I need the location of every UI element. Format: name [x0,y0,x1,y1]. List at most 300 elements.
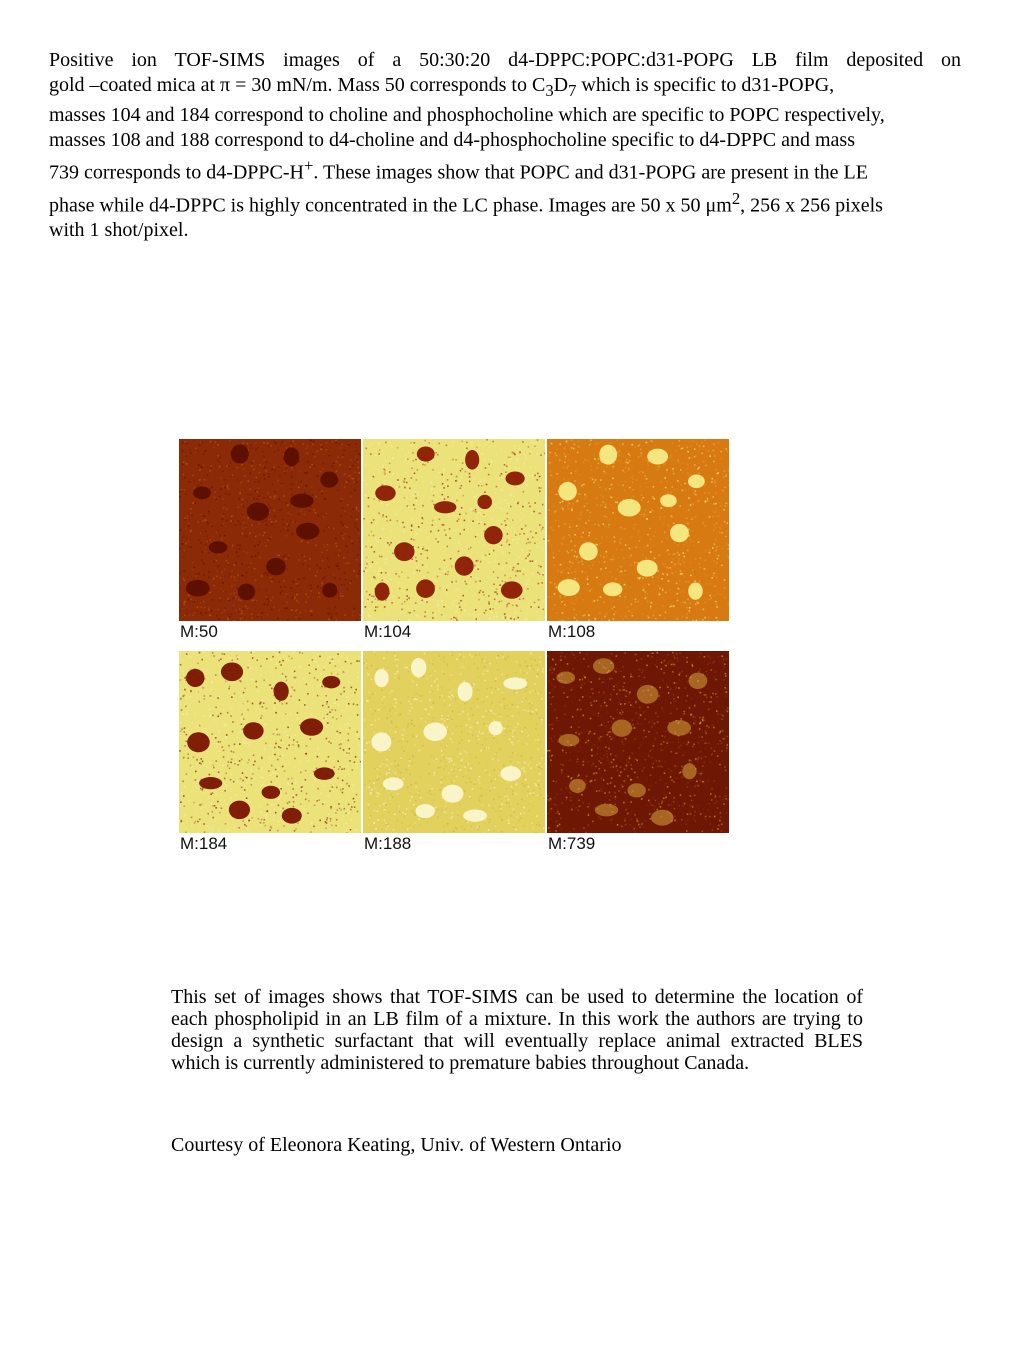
noise-pixel [324,546,326,548]
noise-pixel [336,442,338,444]
noise-pixel [449,761,451,763]
noise-pixel [702,442,704,444]
noise-pixel [367,520,369,522]
noise-pixel [509,457,511,459]
noise-pixel [336,461,338,463]
noise-pixel [309,466,311,468]
noise-pixel [181,792,183,794]
noise-pixel [613,737,615,739]
noise-pixel [475,654,477,656]
noise-pixel [600,555,602,557]
noise-pixel [384,807,386,809]
noise-pixel [328,741,330,743]
noise-pixel [400,757,402,759]
noise-pixel [526,795,528,797]
noise-pixel [181,709,183,711]
noise-pixel [285,558,287,560]
noise-pixel [667,524,669,526]
noise-pixel [496,486,498,488]
noise-pixel [584,459,586,461]
noise-pixel [667,786,669,788]
noise-pixel [528,786,530,788]
noise-pixel [237,764,239,766]
noise-pixel [433,799,435,801]
noise-pixel [579,518,581,520]
noise-pixel [356,575,358,577]
noise-pixel [725,695,727,697]
noise-pixel [258,614,260,616]
noise-pixel [447,823,449,825]
noise-pixel [661,578,663,580]
noise-pixel [367,556,369,558]
noise-pixel [611,781,613,783]
noise-pixel [200,602,202,604]
noise-pixel [554,709,556,711]
noise-pixel [229,706,231,708]
noise-pixel [629,477,631,479]
noise-pixel [628,468,630,470]
noise-pixel [440,760,442,762]
noise-pixel [457,493,459,495]
noise-pixel [466,442,468,444]
noise-pixel [426,538,428,540]
noise-pixel [403,750,405,752]
noise-pixel [348,687,350,689]
noise-pixel [634,447,636,449]
noise-pixel [615,755,617,757]
noise-pixel [187,577,189,579]
noise-pixel [686,607,688,609]
noise-pixel [286,447,288,449]
noise-pixel [447,574,449,576]
noise-pixel [325,760,327,762]
noise-pixel [578,446,580,448]
noise-pixel [306,453,308,455]
noise-pixel [186,443,188,445]
noise-pixel [346,766,348,768]
noise-pixel [368,807,370,809]
noise-pixel [659,594,661,596]
ion-image-m739 [547,651,729,855]
noise-pixel [262,535,264,537]
noise-pixel [343,691,345,693]
noise-pixel [336,787,338,789]
noise-pixel [502,657,504,659]
noise-pixel [645,736,647,738]
noise-pixel [583,599,585,601]
noise-pixel [278,499,280,501]
noise-pixel [570,472,572,474]
noise-pixel [181,820,183,822]
noise-pixel [435,452,437,454]
noise-pixel [592,693,594,695]
noise-pixel [701,449,703,451]
noise-pixel [537,473,539,475]
noise-pixel [564,596,566,598]
noise-pixel [523,515,525,517]
noise-pixel [205,792,207,794]
noise-pixel [224,504,226,506]
noise-pixel [344,510,346,512]
noise-pixel [291,587,293,589]
noise-pixel [382,514,384,516]
noise-pixel [274,491,276,493]
noise-pixel [407,829,409,831]
noise-pixel [471,788,473,790]
noise-pixel [486,714,488,716]
noise-pixel [543,798,545,800]
noise-pixel [672,486,674,488]
noise-pixel [456,500,458,502]
noise-pixel [689,607,691,609]
noise-pixel [380,805,382,807]
noise-pixel [619,455,621,457]
lipid-domain [637,560,658,577]
noise-pixel [514,729,516,731]
noise-pixel [341,533,343,535]
noise-pixel [454,499,456,501]
noise-pixel [427,536,429,538]
noise-pixel [404,481,406,483]
noise-pixel [208,540,210,542]
noise-pixel [485,738,487,740]
noise-pixel [267,804,269,806]
noise-pixel [217,460,219,462]
noise-pixel [339,669,341,671]
noise-pixel [517,754,519,756]
noise-pixel [660,519,662,521]
noise-pixel [536,561,538,563]
noise-pixel [728,469,729,471]
noise-pixel [591,589,593,591]
noise-pixel [588,733,590,735]
noise-pixel [628,761,630,763]
noise-pixel [392,596,394,598]
noise-pixel [385,459,387,461]
noise-pixel [724,487,726,489]
noise-pixel [424,600,426,602]
noise-pixel [485,710,487,712]
noise-pixel [608,526,610,528]
noise-pixel [594,733,596,735]
noise-pixel [518,712,520,714]
noise-pixel [530,658,532,660]
noise-pixel [441,809,443,811]
noise-pixel [496,598,498,600]
noise-pixel [606,536,608,538]
noise-pixel [692,541,694,543]
noise-pixel [356,508,358,510]
noise-pixel [432,659,434,661]
noise-pixel [375,606,377,608]
noise-pixel [377,810,379,812]
noise-pixel [470,768,472,770]
noise-pixel [720,812,722,814]
noise-pixel [227,484,229,486]
lipid-domain [688,475,705,489]
noise-pixel [200,763,202,765]
noise-pixel [461,485,463,487]
noise-pixel [657,577,659,579]
noise-pixel [549,462,551,464]
noise-pixel [420,797,422,799]
noise-pixel [486,726,488,728]
noise-pixel [204,520,206,522]
noise-pixel [514,618,516,620]
noise-pixel [400,702,402,704]
noise-pixel [516,468,518,470]
noise-pixel [299,699,301,701]
noise-pixel [339,825,341,827]
noise-pixel [667,492,669,494]
noise-pixel [340,593,342,595]
noise-pixel [336,819,338,821]
noise-pixel [699,445,701,447]
noise-pixel [279,755,281,757]
noise-pixel [688,761,690,763]
noise-pixel [284,731,286,733]
noise-pixel [618,599,620,601]
noise-pixel [709,583,711,585]
noise-pixel [280,786,282,788]
noise-pixel [563,478,565,480]
noise-pixel [660,779,662,781]
noise-pixel [523,573,525,575]
noise-pixel [529,529,531,531]
noise-pixel [374,467,376,469]
noise-pixel [237,655,239,657]
noise-pixel [523,598,525,600]
noise-pixel [505,794,507,796]
noise-pixel [715,485,717,487]
noise-pixel [644,719,646,721]
noise-pixel [521,701,523,703]
noise-pixel [654,809,656,811]
noise-pixel [611,504,613,506]
noise-pixel [196,787,198,789]
noise-pixel [315,496,317,498]
noise-pixel [469,481,471,483]
noise-pixel [370,477,372,479]
noise-pixel [677,480,679,482]
noise-pixel [441,754,443,756]
noise-pixel [615,685,617,687]
noise-pixel [724,470,726,472]
noise-pixel [448,758,450,760]
noise-pixel [600,596,602,598]
noise-pixel [479,592,481,594]
noise-pixel [245,606,247,608]
noise-pixel [503,728,505,730]
noise-pixel [640,745,642,747]
noise-pixel [554,604,556,606]
noise-pixel [202,465,204,467]
noise-pixel [539,788,541,790]
noise-pixel [286,722,288,724]
noise-pixel [485,467,487,469]
tof-sims-image-grid [179,439,731,855]
noise-pixel [562,764,564,766]
noise-pixel [295,782,297,784]
noise-pixel [180,693,182,695]
noise-pixel [555,510,557,512]
noise-pixel [622,443,624,445]
noise-pixel [600,818,602,820]
noise-pixel [419,617,421,619]
noise-pixel [506,731,508,733]
noise-pixel [384,471,386,473]
noise-pixel [478,441,480,443]
noise-pixel [257,447,259,449]
noise-pixel [378,718,380,720]
noise-pixel [223,788,225,790]
noise-pixel [522,506,524,508]
noise-pixel [436,773,438,775]
lipid-domain [209,541,228,553]
noise-pixel [524,619,526,621]
noise-pixel [470,754,472,756]
noise-pixel [550,582,552,584]
noise-pixel [344,831,346,833]
noise-pixel [183,674,185,676]
noise-pixel [539,661,541,663]
noise-pixel [519,533,521,535]
noise-pixel [326,526,328,528]
noise-pixel [256,667,258,669]
noise-pixel [357,704,359,706]
noise-pixel [222,708,224,710]
noise-pixel [274,496,276,498]
noise-pixel [209,812,211,814]
noise-pixel [504,735,506,737]
noise-pixel [354,489,356,491]
noise-pixel [692,440,694,442]
noise-pixel [587,460,589,462]
noise-pixel [358,510,360,512]
noise-pixel [277,480,279,482]
lipid-domain [394,542,414,561]
noise-pixel [216,744,218,746]
noise-pixel [364,749,366,751]
noise-pixel [473,684,475,686]
noise-pixel [715,511,717,513]
noise-pixel [575,551,577,553]
noise-pixel [592,763,594,765]
noise-pixel [187,753,189,755]
lipid-domain [383,777,404,790]
noise-pixel [498,811,500,813]
noise-pixel [453,764,455,766]
noise-pixel [603,523,605,525]
noise-pixel [233,605,235,607]
noise-pixel [420,741,422,743]
noise-pixel [350,475,352,477]
noise-pixel [400,740,402,742]
noise-pixel [237,467,239,469]
noise-pixel [472,520,474,522]
noise-pixel [528,810,530,812]
lipid-domain [442,785,464,803]
noise-pixel [371,522,373,524]
noise-pixel [184,601,186,603]
noise-pixel [504,520,506,522]
noise-pixel [292,788,294,790]
noise-pixel [428,763,430,765]
noise-pixel [718,442,720,444]
noise-pixel [522,710,524,712]
noise-pixel [477,676,479,678]
noise-pixel [283,471,285,473]
noise-pixel [335,440,337,442]
noise-pixel [663,709,665,711]
noise-pixel [317,595,319,597]
noise-pixel [530,531,532,533]
noise-pixel [481,744,483,746]
noise-pixel [690,445,692,447]
noise-pixel [367,672,369,674]
noise-pixel [226,560,228,562]
noise-pixel [274,510,276,512]
noise-pixel [534,659,536,661]
noise-pixel [643,588,645,590]
noise-pixel [284,528,286,530]
noise-pixel [468,658,470,660]
noise-pixel [284,472,286,474]
noise-pixel [285,713,287,715]
noise-pixel [429,790,431,792]
noise-pixel [216,570,218,572]
noise-pixel [410,609,412,611]
noise-pixel [274,754,276,756]
noise-pixel [179,548,181,550]
noise-pixel [679,505,681,507]
noise-pixel [229,686,231,688]
noise-pixel [636,547,638,549]
noise-pixel [276,729,278,731]
noise-pixel [408,714,410,716]
noise-pixel [343,749,345,751]
noise-pixel [225,823,227,825]
noise-pixel [681,448,683,450]
noise-pixel [410,442,412,444]
noise-pixel [615,655,617,657]
noise-pixel [728,799,730,801]
noise-pixel [327,817,329,819]
noise-pixel [335,665,337,667]
noise-pixel [316,800,318,802]
noise-pixel [394,814,396,816]
noise-pixel [374,652,376,654]
noise-pixel [443,487,445,489]
noise-pixel [377,819,379,821]
noise-pixel [444,661,446,663]
noise-pixel [702,719,704,721]
noise-pixel [206,536,208,538]
noise-pixel [242,527,244,529]
noise-pixel [290,443,292,445]
noise-pixel [603,779,605,781]
noise-pixel [538,780,540,782]
lipid-domain [375,485,396,501]
noise-pixel [391,798,393,800]
noise-pixel [460,769,462,771]
noise-pixel [514,492,516,494]
noise-pixel [259,464,261,466]
noise-pixel [416,684,418,686]
noise-pixel [353,791,355,793]
noise-pixel [483,514,485,516]
noise-pixel [407,741,409,743]
